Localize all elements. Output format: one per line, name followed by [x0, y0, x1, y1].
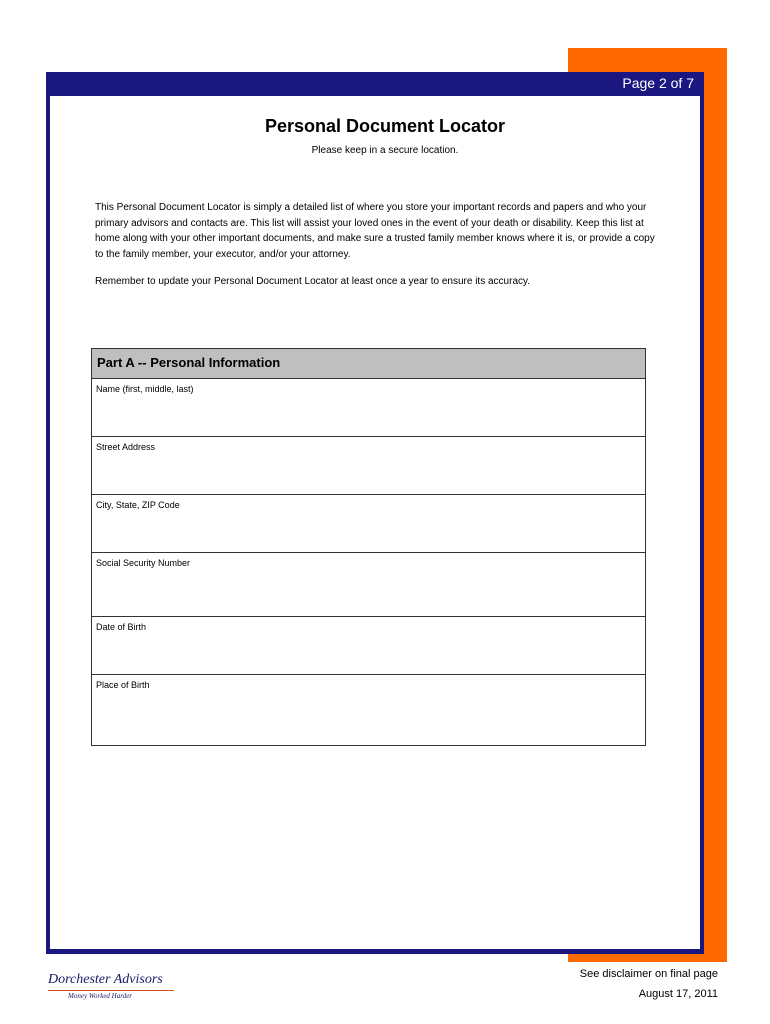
field-label: Place of Birth	[96, 680, 150, 690]
ssn-field[interactable]	[92, 553, 645, 617]
name-field[interactable]	[92, 379, 645, 437]
field-label: Name (first, middle, last)	[96, 384, 194, 394]
city-state-zip-field[interactable]	[92, 495, 645, 553]
document-subtitle: Please keep in a secure location.	[311, 145, 459, 156]
date-of-birth-field[interactable]	[92, 617, 645, 675]
personal-info-form	[91, 348, 646, 746]
logo-tagline: Money Worked Harder	[68, 992, 133, 1000]
section-header: Part A -- Personal Information	[92, 349, 645, 379]
place-of-birth-field[interactable]	[92, 675, 645, 745]
field-label: Street Address	[96, 442, 156, 452]
page-indicator: Page 2 of 7	[622, 75, 694, 91]
disclaimer-note: See disclaimer on final page	[579, 968, 718, 980]
logo-text: Dorchester Advisors	[48, 972, 163, 987]
document-date: August 17, 2011	[638, 988, 718, 1000]
field-label: City, State, ZIP Code	[96, 500, 180, 510]
document-title: Personal Document Locator	[264, 116, 506, 136]
company-logo	[48, 972, 178, 1002]
street-address-field[interactable]	[92, 437, 645, 495]
field-label: Date of Birth	[96, 622, 147, 632]
intro-paragraph: This Personal Document Locator is simply a detailed list of where you store your important records and papers and who your primary advisors and contacts are. This list will assist your loved ones in the event of your death or disability. Keep this list at home along with your other important documents, and make sure a trusted family member knows where it is, or provide a copy to the family member, your executor, and/or your attorney.	[95, 202, 655, 260]
logo-underline	[48, 990, 174, 991]
field-label: Social Security Number	[96, 558, 191, 568]
reminder-paragraph: Remember to update your Personal Document Locator at least once a year to ensure its accuracy.	[95, 276, 531, 287]
